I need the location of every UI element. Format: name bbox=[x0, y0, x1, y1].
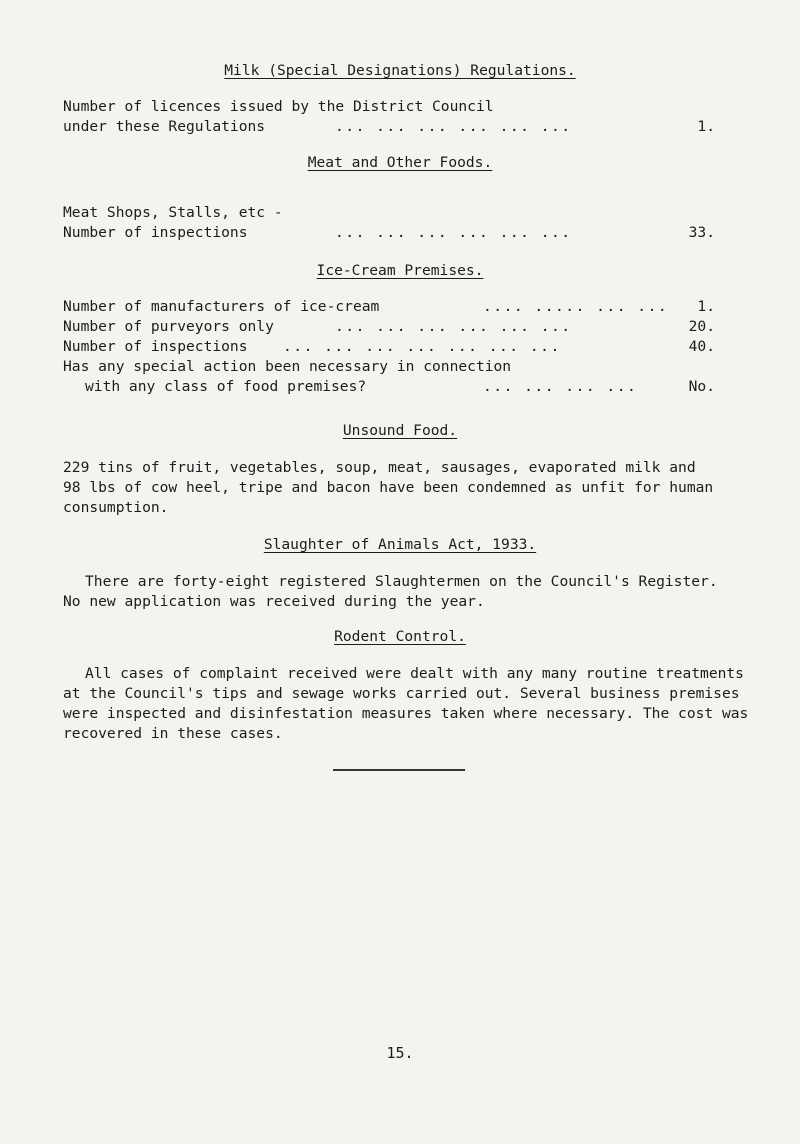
slaughter-heading: Slaughter of Animals Act, 1933. bbox=[263, 536, 537, 553]
icecream-special-value: No. bbox=[688, 378, 715, 395]
milk-licences-label-line2: under these Regulations bbox=[63, 118, 266, 135]
leader-dots: ... ... ... ... ... ... bbox=[335, 318, 572, 335]
icecream-heading: Ice-Cream Premises. bbox=[316, 262, 484, 279]
leader-dots: ... ... ... ... ... ... ... bbox=[283, 338, 561, 355]
icecream-row-value: 20. bbox=[688, 318, 715, 335]
meat-heading: Meat and Other Foods. bbox=[307, 154, 493, 171]
leader-dots: ... ... ... ... ... ... bbox=[335, 224, 572, 241]
leader-dots: ... ... ... ... ... ... bbox=[335, 118, 572, 135]
icecream-special-entry bbox=[63, 378, 715, 395]
milk-heading: Milk (Special Designations) Regulations. bbox=[224, 62, 576, 79]
rodent-heading: Rodent Control. bbox=[334, 628, 466, 645]
milk-licences-value: 1. bbox=[697, 118, 715, 135]
meat-inspections-entry bbox=[63, 224, 715, 241]
section-end-rule bbox=[333, 769, 465, 771]
icecream-row-label: Number of manufacturers of ice-cream bbox=[63, 298, 380, 315]
leader-dots: .... ..... ... ... bbox=[483, 298, 669, 315]
leader-dots: ... ... ... ... bbox=[483, 378, 638, 395]
icecream-row bbox=[63, 318, 715, 335]
rodent-paragraph: All cases of complaint received were dealt with any many routine treatments at the Council's tips and sewage works carried out. Several business premises were inspected and disinfestation measures taken where necessary. The cost was recovered in these cases. bbox=[63, 665, 749, 742]
unsound-heading: Unsound Food. bbox=[342, 422, 458, 439]
icecream-row-label: Number of inspections bbox=[63, 338, 248, 355]
icecream-row-value: 1. bbox=[697, 298, 715, 315]
milk-licences-entry bbox=[63, 118, 715, 135]
meat-shops-label: Meat Shops, Stalls, etc - bbox=[63, 204, 283, 221]
icecream-row-label: Number of purveyors only bbox=[63, 318, 274, 335]
icecream-row-value: 40. bbox=[688, 338, 715, 355]
icecream-special-line1: Has any special action been necessary in connection bbox=[63, 358, 512, 375]
icecream-special-line2: with any class of food premises? bbox=[85, 378, 367, 395]
meat-inspections-label: Number of inspections bbox=[63, 224, 248, 241]
page-number: 15. bbox=[386, 1044, 414, 1062]
meat-inspections-value: 33. bbox=[688, 224, 715, 241]
slaughter-paragraph: There are forty-eight registered Slaughtermen on the Council's Register. No new application was received during the year. bbox=[63, 573, 718, 610]
milk-licences-label-line1: Number of licences issued by the District Council bbox=[63, 98, 494, 115]
unsound-paragraph: 229 tins of fruit, vegetables, soup, meat, sausages, evaporated milk and 98 lbs of cow heel, tripe and bacon have been condemned as unfit for human consumption. bbox=[63, 459, 714, 516]
icecream-row bbox=[63, 298, 715, 315]
icecream-row bbox=[63, 338, 715, 355]
